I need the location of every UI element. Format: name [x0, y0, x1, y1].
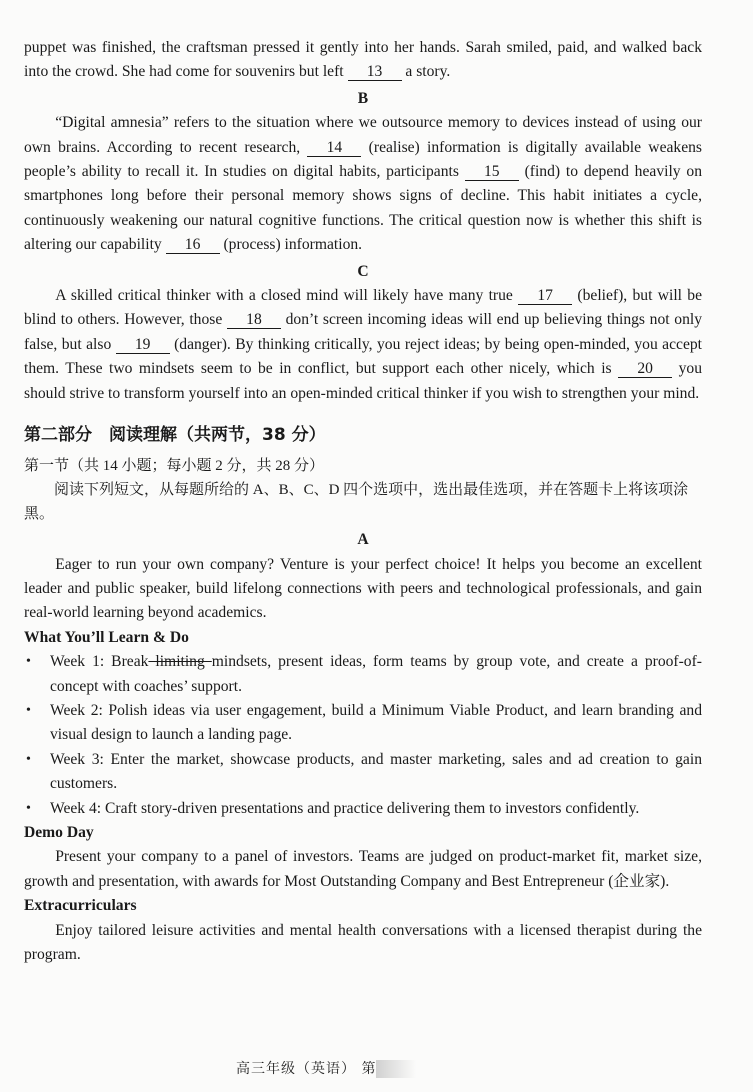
passage-b-text: [24, 111, 702, 257]
reading-instructions: 阅读下列短文，从每题所给的 A、B、C、D 四个选项中，选出最佳选项，并在答题卡上将该项涂黑。: [24, 482, 689, 523]
demo-day-text: Present your company to a panel of investors. Teams are judged on product-market fit, market size, growth and presentation, with awards for Most Outstanding Company and Best Entrepreneur (企业家).: [24, 848, 702, 890]
bullet-icon: •: [26, 654, 31, 670]
list-item-week-2: [24, 699, 702, 748]
passage-text: a story.: [401, 63, 451, 81]
week-text: Week 1: Break: [50, 653, 149, 671]
strikethrough-text: limiting: [148, 653, 212, 671]
week-text: Week 3: Enter the market, showcase products, and master marketing, sales and ad creation to gain customers.: [50, 750, 702, 793]
blank-20: 20: [618, 360, 672, 378]
extracurriculars-heading: Extracurriculars: [24, 897, 137, 915]
blank-19: 19: [116, 336, 170, 354]
blank-15: 15: [465, 163, 519, 181]
reading-a-heading: A: [357, 531, 369, 549]
section-one-title: 第一节（共 14 小题；每小题 2 分，共 28 分）: [24, 458, 325, 475]
passage-text: “Digital amnesia” refers to the situation where we outsource memory to devices instead of using our own brains. According to recent research,: [24, 114, 702, 156]
passage-text: (process) information.: [219, 236, 363, 254]
passage-text: (find) to depend heavily on smartphones long before their personal memory shows signs of decline. This habit initiates a cycle, continuously weakening our natural cognitive functions. The critical question now is whether this shift is altering our capability: [24, 163, 702, 254]
passage-text: puppet was finished, the craftsman pressed it gently into her hands. Sarah smiled, paid, and walked back into the crowd. She had come for souvenirs but left: [24, 39, 702, 81]
list-item-week-1: [24, 650, 702, 699]
extracurriculars-text: Enjoy tailored leisure activities and mental health conversations with a licensed therapist during the program.: [24, 921, 702, 963]
passage-text: (realise) information is digitally available weakens people’s ability to recall it. In studies on digital habits, participants: [24, 138, 702, 181]
bullet-icon: •: [26, 702, 31, 718]
blank-16: 16: [166, 236, 220, 254]
bullet-icon: •: [26, 751, 31, 767]
week-text: Week 2: Polish ideas via user engagement, build a Minimum Viable Product, and learn branding and visual design to launch a landing page.: [50, 701, 702, 744]
week-text: Week 4: Craft story-driven presentations and practice delivering them to investors confidently.: [50, 799, 640, 817]
weeks-list: [24, 650, 702, 821]
passage-a-ending: [24, 36, 702, 85]
reading-a-intro: Eager to run your own company? Venture is your perfect choice! It helps you become an excellent leader and public speaker, build lifelong connections with peers and technological professionals, and gain real-world learning beyond academics.: [24, 555, 702, 622]
passage-text: (belief), but will be blind to others. However, those: [24, 287, 702, 329]
learn-do-heading: What You’ll Learn & Do: [24, 628, 189, 646]
passage-text: A skilled critical thinker with a closed mind will likely have many true: [55, 287, 519, 305]
blank-17: 17: [518, 287, 572, 305]
week-text: mindsets, present ideas, form teams by group vote, and create a proof-of-concept with coaches’ support.: [50, 653, 702, 695]
passage-b-heading: B: [357, 89, 369, 107]
footer-text: 高三年级（英语） 第: [236, 1061, 377, 1077]
page-footer: [236, 1058, 416, 1078]
passage-text: don’t screen incoming ideas will end up believing things not only false, but also: [24, 311, 702, 353]
list-item-week-3: [24, 748, 702, 797]
blank-18: 18: [227, 311, 281, 329]
passage-text: you should strive to transform yourself into an open-minded critical thinker if you wish to strengthen your mind.: [24, 360, 702, 402]
blank-14: 14: [307, 139, 361, 157]
blank-13: 13: [348, 63, 402, 81]
blur-overlay: [376, 1060, 416, 1078]
demo-day-heading: Demo Day: [24, 823, 94, 841]
passage-text: (danger). By thinking critically, you reject ideas; by being open-minded, you accept them. These two mindsets seem to be in conflict, but support each other nicely, which is: [24, 335, 702, 378]
passage-c-heading: C: [357, 262, 369, 280]
list-item-week-4: [24, 797, 702, 821]
passage-c-text: [24, 284, 702, 406]
bullet-icon: •: [26, 800, 31, 816]
part-two-title: 第二部分 阅读理解（共两节，38 分）: [24, 425, 326, 446]
exam-page: [24, 36, 702, 967]
